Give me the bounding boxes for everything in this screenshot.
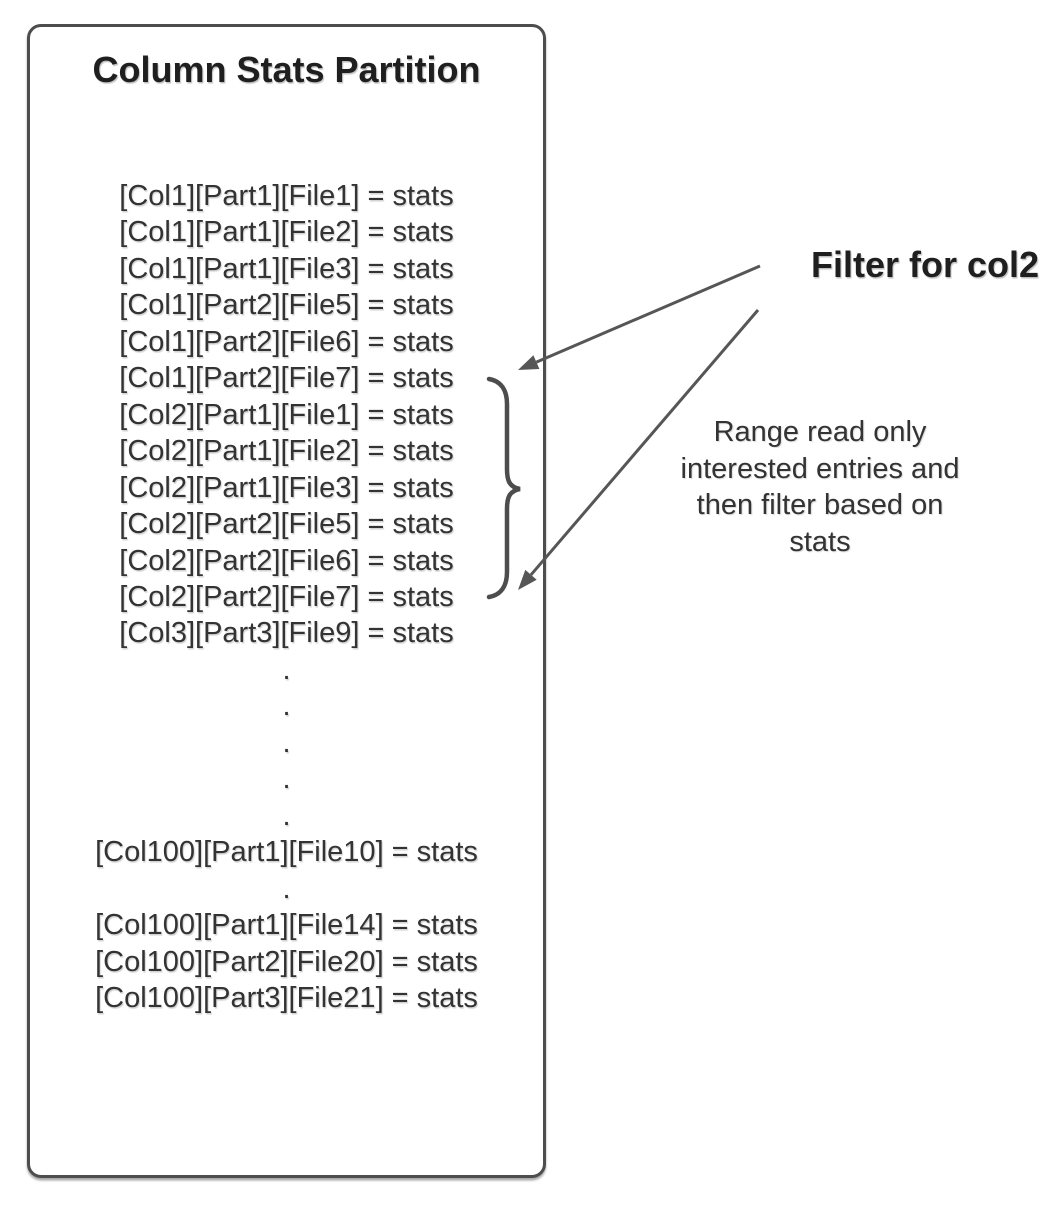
entry-line: [Col1][Part1][File3] = stats: [119, 252, 454, 285]
range-note-line: interested entries and: [680, 452, 960, 485]
entry-line: [Col100][Part1][File10] = stats: [95, 836, 478, 869]
entry-line: .: [282, 763, 291, 796]
entry-line: [Col1][Part2][File6] = stats: [119, 325, 454, 358]
entry-line: [Col1][Part1][File1] = stats: [119, 180, 454, 212]
entry-list: [30, 178, 543, 1016]
entry-line: [Col1][Part2][File5] = stats: [119, 289, 454, 322]
column-stats-partition-box: [27, 24, 546, 1178]
entry-line: .: [282, 726, 291, 759]
entry-line: .: [282, 690, 291, 723]
entry-line: [Col2][Part1][File2] = stats: [119, 435, 454, 468]
range-note-line: then filter based on: [696, 489, 944, 521]
range-note-line: stats: [789, 525, 851, 558]
entry-line: [Col2][Part1][File3] = stats: [119, 471, 454, 504]
filter-arrow-top: [518, 266, 760, 370]
filter-label: Filter for col2: [810, 244, 1040, 285]
entry-line: [Col2][Part2][File6] = stats: [119, 544, 454, 577]
entry-line: [Col2][Part1][File1] = stats: [119, 398, 454, 431]
entry-line: [Col100][Part3][File21] = stats: [95, 981, 478, 1014]
entry-line: .: [282, 653, 291, 686]
box-title: Column Stats Partition: [92, 49, 481, 90]
entry-line: .: [282, 799, 291, 832]
entry-line: [Col100][Part2][File20] = stats: [95, 945, 478, 978]
entry-line: [Col1][Part1][File2] = stats: [119, 216, 454, 249]
entry-line: .: [282, 872, 291, 905]
entry-line: [Col3][Part3][File9] = stats: [119, 617, 454, 650]
entry-line: [Col1][Part2][File7] = stats: [119, 362, 454, 395]
entry-line: [Col2][Part2][File5] = stats: [119, 508, 454, 541]
entry-line: [Col2][Part2][File7] = stats: [119, 580, 454, 613]
range-note: [670, 414, 970, 560]
entry-line: [Col100][Part1][File14] = stats: [95, 909, 478, 942]
range-note-line: Range read only: [713, 416, 927, 448]
